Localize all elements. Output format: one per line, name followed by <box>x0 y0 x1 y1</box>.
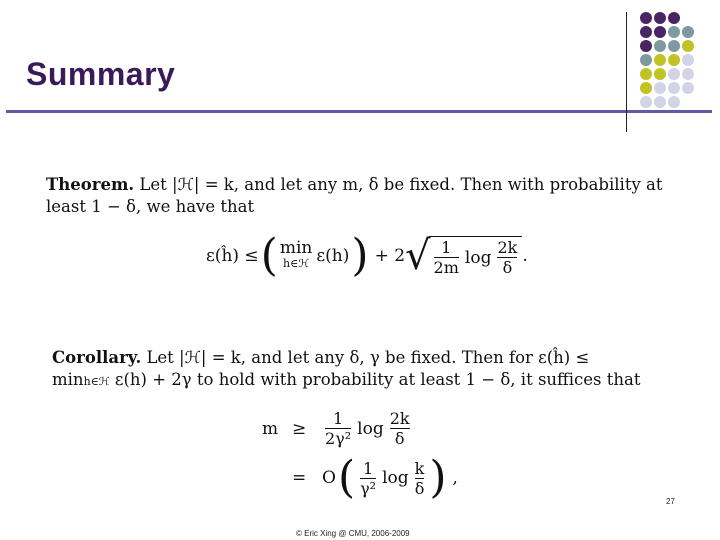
eq1-rel: ≥ <box>292 418 307 439</box>
corollary-equation-1 <box>262 410 413 447</box>
corollary-line-1: Let |ℋ| = k, and let any δ, γ be fixed. Then for ε(ĥ) ≤ <box>146 348 590 367</box>
decorative-dot <box>682 40 694 52</box>
eq-plus: + 2 <box>374 246 406 266</box>
corollary-text <box>52 347 672 393</box>
close-paren: ) <box>351 230 369 281</box>
eq1-lhs: m <box>262 418 279 439</box>
theorem-equation <box>206 230 528 281</box>
corollary-min-sub: h∈ℋ <box>83 375 110 388</box>
decorative-dot <box>668 82 680 94</box>
decorative-dot <box>654 40 666 52</box>
eq1-num: 1 <box>332 409 344 428</box>
eq-min-arg: ε(h) <box>316 246 350 266</box>
theorem-text <box>46 174 676 218</box>
eq-frac1-den: 2m <box>433 258 459 277</box>
eq2-num2: k <box>414 458 425 478</box>
decorative-dot <box>682 26 694 38</box>
eq-end: . <box>522 246 528 266</box>
decorative-dot <box>654 12 666 24</box>
title-underline <box>6 110 712 113</box>
eq-frac1-num: 1 <box>441 238 452 257</box>
sqrt-icon: √ <box>405 233 431 279</box>
eq2-rel: = <box>292 468 307 488</box>
eq2-den: γ² <box>360 478 377 498</box>
corollary-line-2: ε(h) + 2γ to hold with probability at least 1 − δ, it suffices that <box>114 370 641 389</box>
decorative-dot <box>640 82 652 94</box>
decorative-dot <box>682 68 694 80</box>
page-number: 27 <box>666 497 675 506</box>
decorative-dot <box>668 54 680 66</box>
close-paren-2: ) <box>429 452 447 503</box>
eq1-den: 2γ² <box>325 429 352 448</box>
eq1-den2: δ <box>394 429 405 448</box>
eq1-log: log <box>357 418 384 439</box>
eq1-num2: 2k <box>389 409 410 428</box>
decorative-dot <box>640 26 652 38</box>
corollary-equation-2 <box>292 452 458 503</box>
theorem-label: Theorem. <box>46 175 135 194</box>
decorative-dot <box>640 40 652 52</box>
open-paren-2: ( <box>337 452 356 503</box>
decorative-dot <box>654 54 666 66</box>
decorative-dot <box>640 96 652 108</box>
eq2-end: , <box>452 468 458 488</box>
open-paren: ( <box>260 230 278 281</box>
decorative-dot <box>668 68 680 80</box>
decorative-dot <box>640 68 652 80</box>
decorative-dot <box>668 40 680 52</box>
eq2-den2: δ <box>414 478 425 498</box>
slide-title: Summary <box>26 56 176 92</box>
footer-copyright: © Eric Xing @ CMU, 2006-2009 <box>296 529 410 538</box>
decorative-dot <box>668 12 680 24</box>
corollary-label: Corollary. <box>52 348 142 367</box>
eq2-num: 1 <box>363 458 374 478</box>
decorative-dot <box>654 68 666 80</box>
eq-min: min <box>279 238 313 258</box>
eq2-O: O <box>322 468 336 488</box>
theorem-line-1: Let |ℋ| = k, and let any m, δ be fixed. Then with probability at <box>139 175 663 194</box>
decorative-dot <box>640 12 652 24</box>
eq-frac2-num: 2k <box>497 238 518 257</box>
eq-log: log <box>464 247 492 268</box>
corollary-min: min <box>52 370 84 389</box>
eq-frac2-den: δ <box>502 258 513 277</box>
vertical-divider <box>626 12 627 132</box>
eq-lhs: ε(ĥ) ≤ <box>206 246 259 266</box>
decorative-dot <box>668 26 680 38</box>
decorative-dot <box>654 82 666 94</box>
decorative-dot <box>682 54 694 66</box>
decorative-dot <box>668 96 680 108</box>
theorem-line-2: least 1 − δ, we have that <box>46 197 255 216</box>
decorative-dot <box>640 54 652 66</box>
eq-min-sub: h∈ℋ <box>283 257 310 270</box>
decorative-dot <box>682 82 694 94</box>
decorative-dot <box>654 26 666 38</box>
eq2-log: log <box>382 468 409 488</box>
decorative-dot <box>654 96 666 108</box>
